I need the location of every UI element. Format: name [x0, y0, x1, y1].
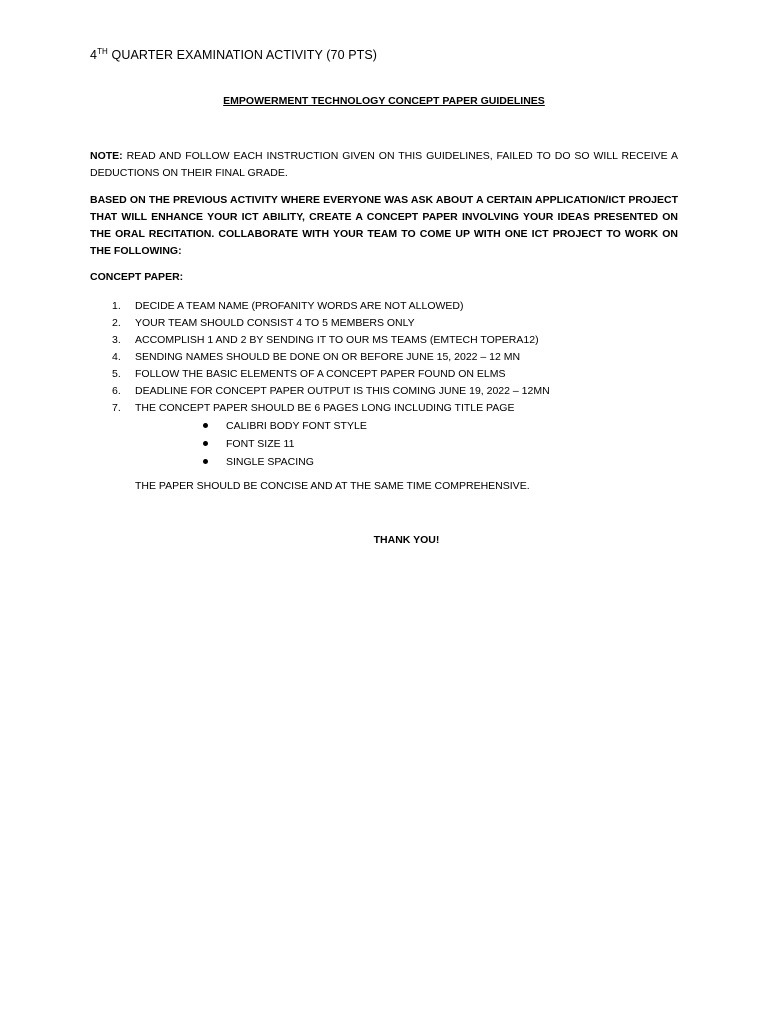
- list-item: [90, 315, 550, 332]
- list-item-text: DEADLINE FOR CONCEPT PAPER OUTPUT IS THIS COMING JUNE 19, 2022 – 12MN: [135, 385, 550, 397]
- list-item-number: 3.: [112, 334, 121, 346]
- list-item-text: FOLLOW THE BASIC ELEMENTS OF A CONCEPT PAPER FOUND ON ELMS: [135, 368, 506, 380]
- format-rules-list: [200, 417, 367, 471]
- list-item-text: ACCOMPLISH 1 AND 2 BY SENDING IT TO OUR MS TEAMS (EMTECH TOPERA12): [135, 334, 539, 346]
- bullet-item: [200, 417, 367, 435]
- document-title: EMPOWERMENT TECHNOLOGY CONCEPT PAPER GUIDELINES: [223, 95, 545, 107]
- note-paragraph: [90, 148, 678, 182]
- thank-you-text: THANK YOU!: [373, 534, 440, 546]
- list-item: [90, 400, 550, 417]
- bullet-icon: [203, 459, 208, 464]
- list-item: [90, 332, 550, 349]
- bullet-text: CALIBRI BODY FONT STYLE: [226, 420, 367, 432]
- list-item-text: THE CONCEPT PAPER SHOULD BE 6 PAGES LONG INCLUDING TITLE PAGE: [135, 402, 515, 414]
- list-item: [90, 298, 550, 315]
- heading-number: 4: [90, 48, 98, 62]
- closing-statement: THE PAPER SHOULD BE CONCISE AND AT THE SAME TIME COMPREHENSIVE.: [135, 480, 530, 492]
- list-item: [90, 349, 550, 366]
- steps-list: [90, 298, 550, 417]
- instructions-paragraph: BASED ON THE PREVIOUS ACTIVITY WHERE EVERYONE WAS ASK ABOUT A CERTAIN APPLICATION/ICT PROJECT THAT WILL ENHANCE YOUR ICT ABILITY, CREATE A CONCEPT PAPER INVOLVING YOUR IDEAS PRESENTED ON THE ORAL RECITATION. COLLABORATE WITH YOUR TEAM TO COME UP WITH ONE ICT PROJECT TO WORK ON THE FOLLOWING:: [90, 194, 678, 257]
- bullet-text: FONT SIZE 11: [226, 438, 295, 450]
- bullet-icon: [203, 423, 208, 428]
- list-item-text: SENDING NAMES SHOULD BE DONE ON OR BEFORE JUNE 15, 2022 – 12 MN: [135, 351, 521, 363]
- list-item-number: 4.: [112, 351, 121, 363]
- bullet-icon: [203, 441, 208, 446]
- list-item-number: 6.: [112, 385, 121, 397]
- document-heading: [90, 47, 377, 62]
- bullet-item: [200, 453, 367, 471]
- bullet-item: [200, 435, 367, 453]
- heading-text: QUARTER EXAMINATION ACTIVITY (70 PTS): [107, 48, 378, 62]
- list-item-number: 1.: [112, 300, 121, 312]
- note-text: READ AND FOLLOW EACH INSTRUCTION GIVEN ON THIS GUIDELINES, FAILED TO DO SO WILL RECEIVE A DEDUCTIONS ON THEIR FINAL GRADE.: [90, 150, 678, 179]
- list-item-text: YOUR TEAM SHOULD CONSIST 4 TO 5 MEMBERS ONLY: [135, 317, 415, 329]
- note-label: NOTE:: [90, 150, 123, 162]
- section-label: CONCEPT PAPER:: [90, 271, 184, 283]
- list-item-number: 7.: [112, 402, 121, 414]
- list-item: [90, 366, 550, 383]
- bullet-text: SINGLE SPACING: [226, 456, 314, 468]
- list-item: [90, 383, 550, 400]
- heading-superscript: TH: [97, 47, 108, 56]
- list-item-number: 2.: [112, 317, 121, 329]
- list-item-text: DECIDE A TEAM NAME (PROFANITY WORDS ARE NOT ALLOWED): [135, 300, 464, 312]
- list-item-number: 5.: [112, 368, 121, 380]
